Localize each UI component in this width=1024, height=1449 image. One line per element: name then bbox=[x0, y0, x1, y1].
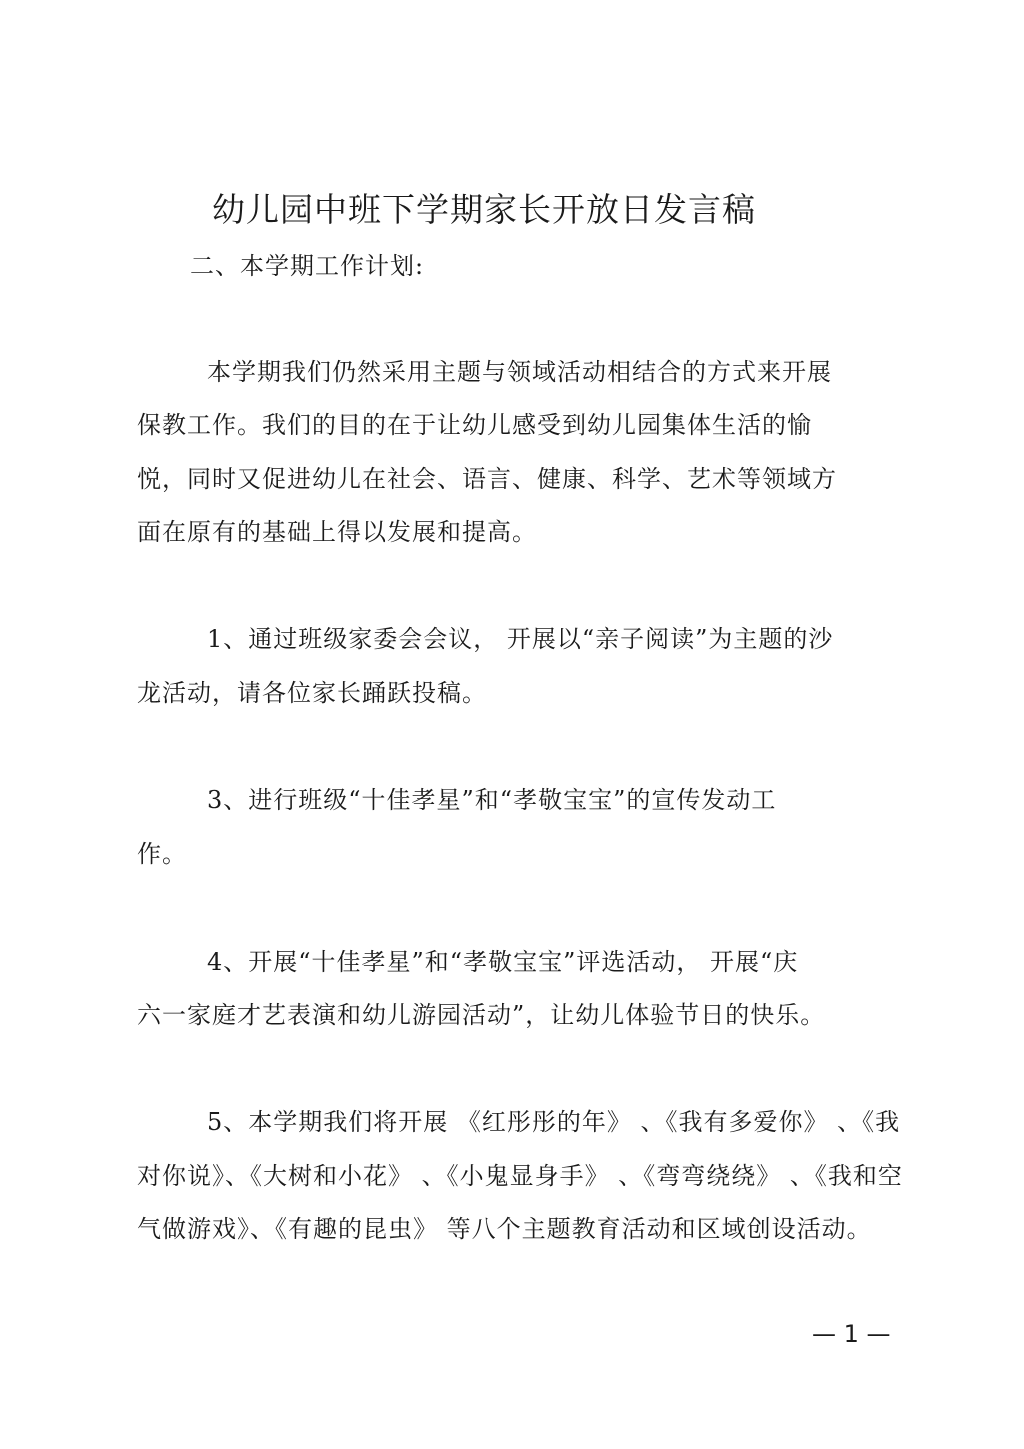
item-4-line-1: 4、开展“十佳孝星”和“孝敬宝宝”评选活动， 开展“庆 bbox=[207, 948, 799, 976]
intro-line-2: 保教工作。我们的目的在于让幼儿感受到幼儿园集体生活的愉 bbox=[137, 411, 812, 439]
item-3-line-1: 3、进行班级“十佳孝星”和“孝敬宝宝”的宣传发动工 bbox=[207, 786, 777, 814]
item-5-line-3: 气做游戏》、《有趣的昆虫》 等八个主题教育活动和区域创设活动。 bbox=[137, 1215, 872, 1243]
item-1-line-1: 1、通过班级家委会会议， 开展以“亲子阅读”为主题的沙 bbox=[207, 625, 834, 653]
item-3-line-2: 作。 bbox=[137, 840, 187, 868]
document-title: 幼儿园中班下学期家长开放日发言稿 bbox=[212, 190, 756, 229]
section-heading: 二、本学期工作计划: bbox=[190, 252, 425, 280]
page-number: — 1 — bbox=[812, 1320, 891, 1348]
item-4-line-2: 六一家庭才艺表演和幼儿游园活动”，让幼儿体验节日的快乐。 bbox=[137, 1001, 826, 1029]
item-5-line-2: 对你说》、《大树和小花》 、《小鬼显身手》 、《弯弯绕绕》 、《我和空 bbox=[137, 1162, 903, 1190]
intro-line-1: 本学期我们仍然采用主题与领域活动相结合的方式来开展 bbox=[207, 358, 832, 386]
intro-line-3: 悦，同时又促进幼儿在社会、语言、健康、科学、艺术等领域方 bbox=[137, 465, 837, 493]
intro-line-4: 面在原有的基础上得以发展和提高。 bbox=[137, 518, 537, 546]
item-5-line-1: 5、本学期我们将开展 《红彤彤的年》 、《我有多爱你》 、《我 bbox=[207, 1108, 901, 1136]
item-1-line-2: 龙活动，请各位家长踊跃投稿。 bbox=[137, 679, 487, 707]
